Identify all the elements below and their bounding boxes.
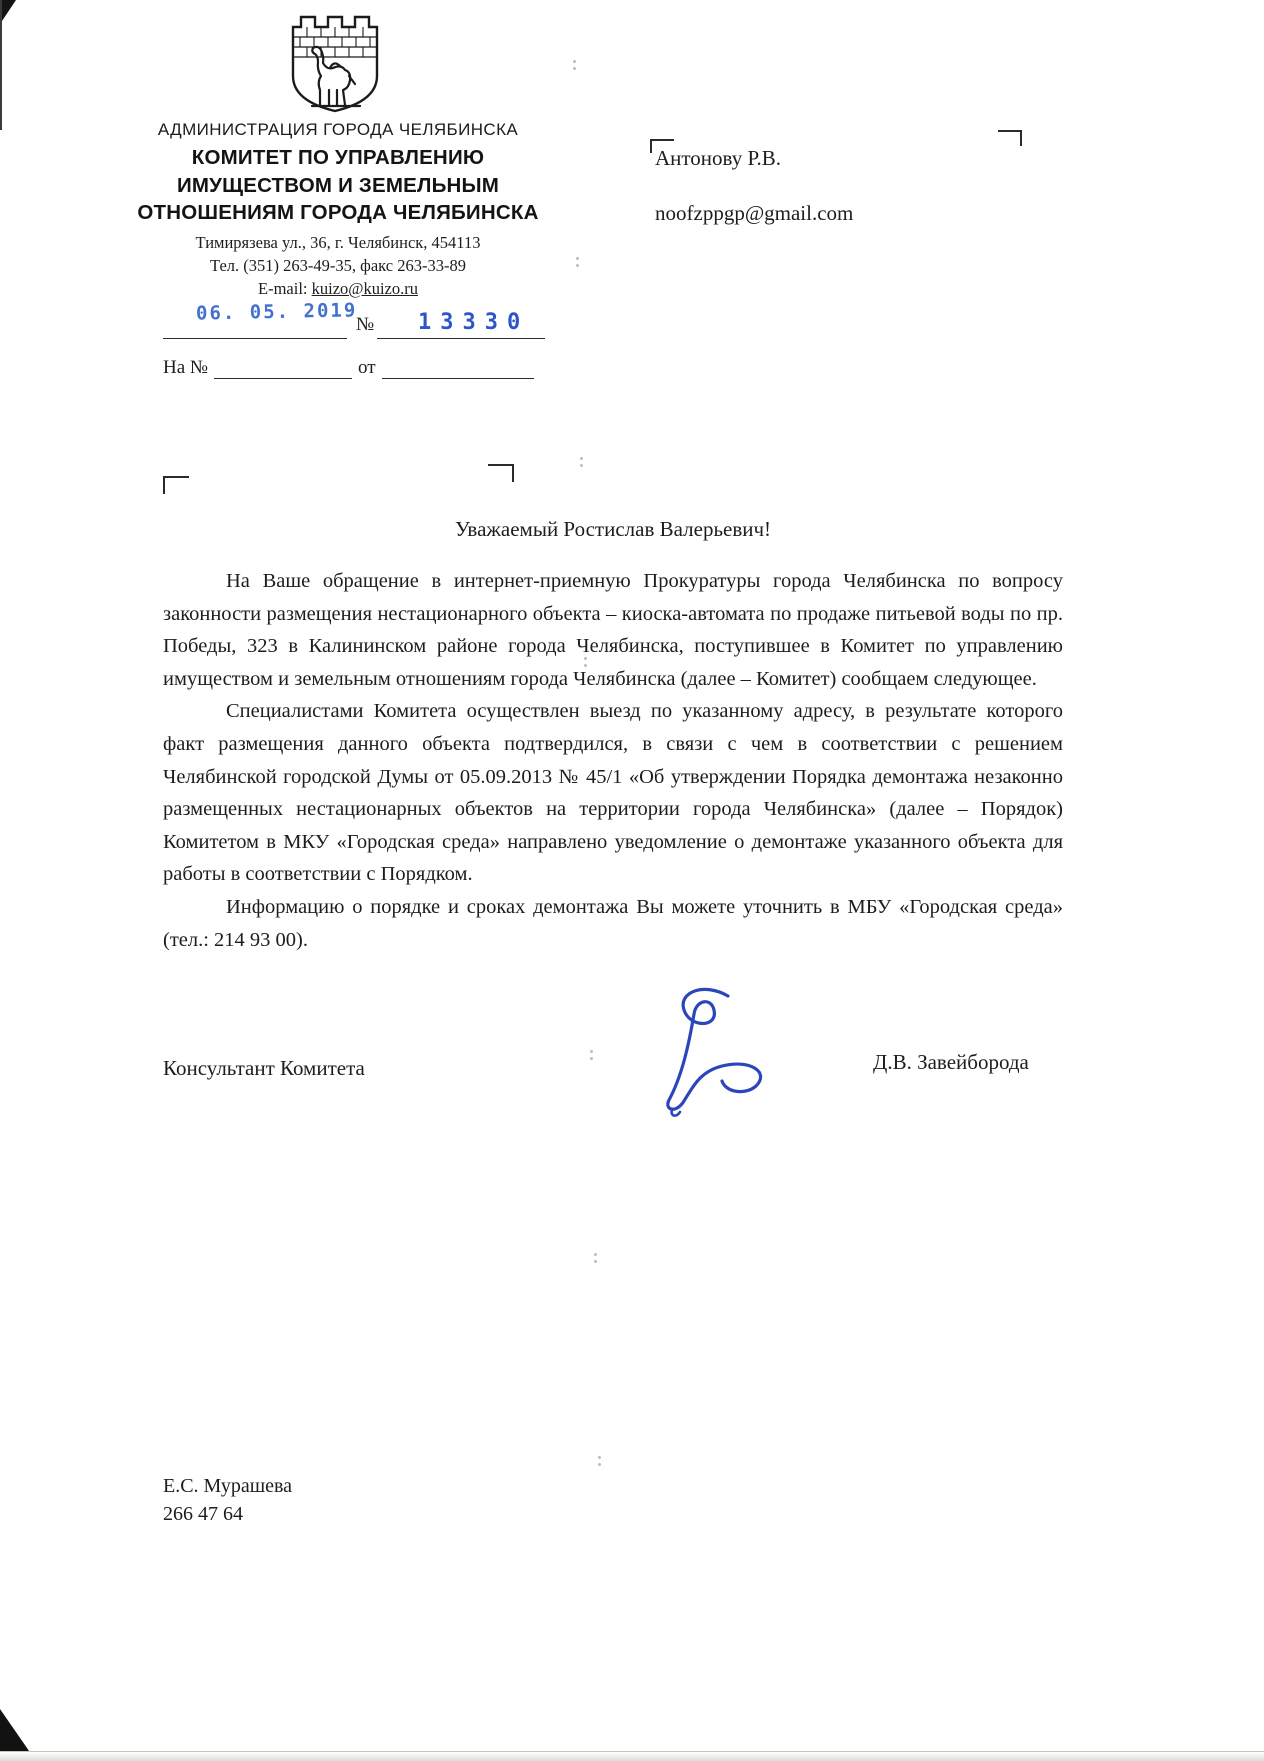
number-sign: № [356, 314, 375, 335]
executor-block [163, 1472, 292, 1528]
handwritten-signature-icon [612, 982, 802, 1122]
org-phone: Тел. (351) 263-49-35, факс 263-33-89 [210, 256, 466, 275]
chelyabinsk-coat-of-arms-icon [287, 10, 383, 116]
fold-mark-left [163, 476, 189, 494]
from-blank-line [382, 356, 534, 379]
committee-name-line: ОТНОШЕНИЯМ ГОРОДА ЧЕЛЯБИНСКА [137, 201, 539, 224]
letter-body [163, 565, 1063, 956]
scan-noise [580, 457, 583, 460]
org-address: Тимирязева ул., 36, г. Челябинск, 454113 [195, 233, 481, 252]
in-reply-blank-line [214, 356, 352, 379]
email-label: E-mail: [258, 279, 312, 298]
committee-name [98, 144, 578, 227]
executor-phone: 266 47 64 [163, 1503, 243, 1525]
address-window-mark-top-right [998, 130, 1022, 146]
from-label: от [358, 357, 376, 378]
scan-artifact-top-left [0, 0, 16, 24]
administration-title: АДМИНИСТРАЦИЯ ГОРОДА ЧЕЛЯБИНСКА [157, 120, 519, 139]
paragraph: Специалистами Комитета осуществлен выезд по указанному адресу, в результате которого факт размещения данного объекта подтвердился, в связи с чем в соответствии с решением Челябинской городской Думы от 05.09.2013 № 45/1 «Об утверждении Порядка демонтажа незаконно размещенных нестационарных объектов на территории города Челябинска» (далее – Порядок) Комитетом в МКУ «Городская среда» направлено уведомление о демонтаже указанного объекта для работы в соответствии с Порядком. [163, 700, 1063, 886]
recipient-name: Антонову Р.В. [655, 146, 782, 170]
fold-mark-right [488, 464, 514, 482]
reference-row [163, 356, 534, 379]
recipient-email: noofzppgp@gmail.com [655, 201, 854, 225]
paragraph: На Ваше обращение в интернет-приемную Прокуратуры города Челябинска по вопросу законности размещения нестационарного объекта – киоска-автомата по продаже питьевой воды по пр. Победы, 323 в Калининском районе города Челябинска, поступившее в Комитет по управлению имуществом и земельным отношениям города Челябинска (далее – Комитет) сообщаем следующее. [163, 570, 1063, 690]
signer-name: Д.В. Завейборода [873, 1050, 1029, 1074]
scan-noise [594, 1253, 597, 1256]
scan-noise [598, 1456, 601, 1459]
salutation: Уважаемый Ростислав Валерьевич! [454, 517, 772, 541]
number-blank-line [377, 338, 545, 339]
scan-noise [590, 1050, 593, 1053]
date-blank-line [163, 338, 347, 339]
committee-name-line: ИМУЩЕСТВОМ И ЗЕМЕЛЬНЫМ [176, 173, 500, 197]
paragraph: Информацию о порядке и сроках демонтажа Вы можете уточнить в МБУ «Городская среда» (тел.: 214 93 00). [163, 895, 1063, 951]
org-email-link[interactable]: kuizo@kuizo.ru [311, 279, 418, 298]
date-stamp: 06. 05. 2019 [195, 299, 358, 325]
executor-name: Е.С. Мурашева [163, 1475, 293, 1497]
outgoing-number-stamp: 13330 [418, 310, 530, 335]
scan-artifact-left-edge [0, 0, 2, 130]
scan-noise [573, 60, 576, 63]
committee-name-line: КОМИТЕТ ПО УПРАВЛЕНИЮ [191, 146, 485, 169]
signer-position-title: Консультант Комитета [163, 1056, 365, 1080]
in-reply-label: На № [163, 357, 209, 378]
scan-artifact-bottom-band [0, 1752, 1264, 1761]
org-email-line [98, 279, 578, 299]
